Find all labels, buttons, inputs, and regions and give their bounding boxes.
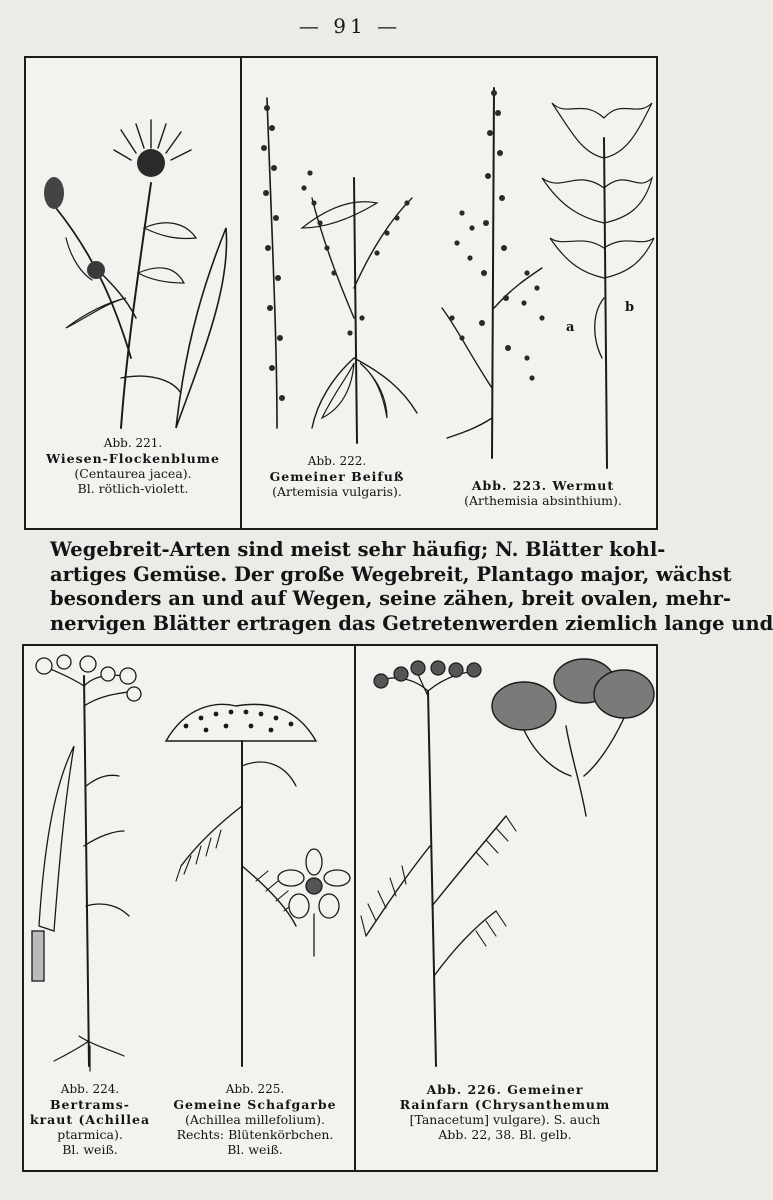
- plant-name: [432, 478, 654, 493]
- achillea-millefolium-illustration: [156, 646, 354, 1076]
- page-number: — 91 —: [298, 14, 402, 38]
- plant-name-line2: kraut (Achillea: [29, 1112, 151, 1127]
- caption-224: [28, 1082, 152, 1157]
- plant-name: Gemeiner Beifuß: [269, 469, 405, 484]
- body-line: artiges Gemüse. Der große Wegebreit, Plantago major, wächst: [50, 562, 732, 586]
- caption-226: [356, 1082, 654, 1142]
- centaurea-illustration: [26, 58, 240, 438]
- figure-number: Abb. 223.: [471, 478, 548, 493]
- latin-name: (Arthemisia absinthium).: [464, 493, 622, 508]
- artemisia-vulgaris-illustration: [242, 58, 432, 448]
- plant-name-line2: Rainfarn (Chrysanthemum: [399, 1097, 611, 1112]
- latin-name: (Centaurea jacea).: [74, 466, 192, 481]
- plant-name: Wiesen-Flockenblume: [46, 451, 220, 466]
- figure-225: [156, 646, 354, 1170]
- figure-222: [242, 58, 432, 528]
- flower-color: Bl. rötlich-violett.: [77, 481, 189, 496]
- tanacetum-illustration: [356, 646, 654, 1076]
- figure-number: Abb. 225.: [225, 1082, 285, 1096]
- artemisia-absinthium-illustration: [432, 58, 654, 468]
- figure-223: [432, 58, 654, 528]
- figure-plate-bottom: [22, 644, 658, 1172]
- caption-222: [242, 454, 432, 499]
- figure-number: Abb. 222.: [307, 454, 367, 468]
- marker-b: b: [625, 300, 635, 315]
- plant-name-line1: Abb. 226. Gemeiner: [426, 1082, 584, 1097]
- figure-221: [26, 58, 240, 528]
- flower-color: Bl. weiß.: [227, 1142, 283, 1157]
- figure-number: Abb. 224.: [60, 1082, 120, 1096]
- flower-color: Bl. weiß.: [62, 1142, 118, 1157]
- body-line: nervigen Blätter ertragen das Getretenwerden ziemlich lange und: [50, 611, 773, 635]
- flower-head-note: Rechts: Blütenkörbchen.: [176, 1127, 334, 1142]
- caption-223: [432, 478, 654, 508]
- flower-color: Abb. 22, 38. Bl. gelb.: [438, 1127, 572, 1142]
- body-line: besonders an und auf Wegen, seine zähen, breit ovalen, mehr-: [50, 587, 732, 610]
- figure-number: Abb. 221.: [103, 436, 163, 450]
- plant-name-line1: Bertrams-: [49, 1097, 130, 1112]
- body-text: [50, 538, 773, 636]
- body-line: Wegebreit-Arten sind meist sehr häufig; N. Blätter kohl-: [50, 538, 666, 561]
- marker-a: a: [566, 320, 575, 335]
- caption-221: [30, 436, 236, 496]
- achillea-ptarmica-illustration: [24, 646, 156, 1076]
- latin-name: (Artemisia vulgaris).: [272, 484, 402, 499]
- figure-224: [24, 646, 156, 1170]
- latin-name: (Achillea millefolium).: [185, 1112, 325, 1127]
- latin-name: ptarmica).: [57, 1127, 123, 1142]
- caption-225: [156, 1082, 354, 1157]
- plant-name: Gemeine Schafgarbe: [173, 1097, 337, 1112]
- figure-plate-top: [24, 56, 658, 530]
- figure-226: [356, 646, 654, 1170]
- latin-name: [Tanacetum] vulgare). S. auch: [409, 1112, 601, 1127]
- plant-name-text: Wermut: [552, 478, 615, 493]
